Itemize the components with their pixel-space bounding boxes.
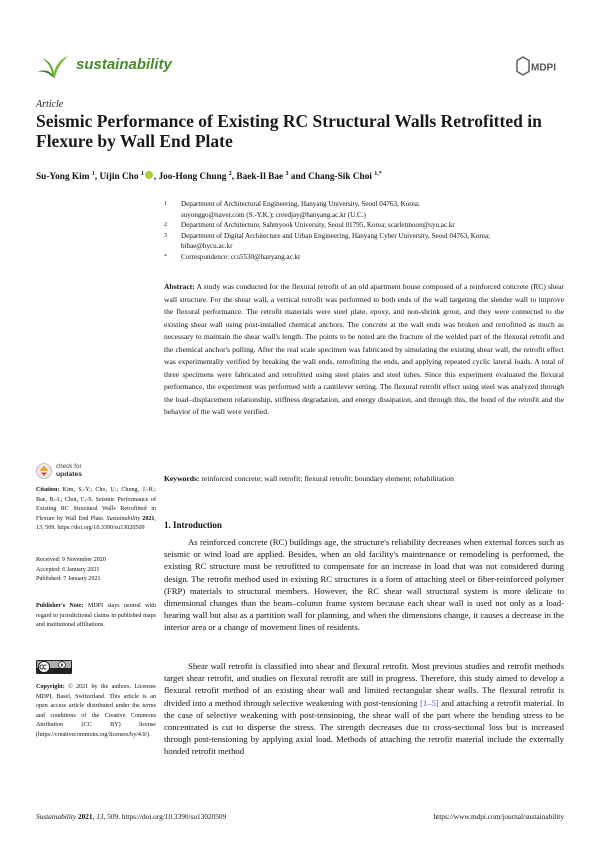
affiliation-mark: 3 [164,232,167,239]
author-separator: , [153,172,159,183]
citation-link[interactable]: [1–5] [419,697,439,708]
accepted-date: Accepted: 6 January 2021 [36,566,100,573]
paragraph-text: and attaching a retrofit material. In the case of selective weakening with post-tensioning, the shear wall of the part where the bending stress to be concentrated is cut to disperse the stress. The strength decreases due to cross-sectional loss but is increased through post-tensioning by applying axial load. Methods of attaching the retrofit material include the externally bonded retrofit method [164,697,564,757]
author-separator: , [231,172,237,183]
citation-text: Kim, S.-Y.; Cho, U.; Chung, J.-H.; Bae, B.-I.; Choi, C.-S. Seismic Performance of Existing RC Structural Walls Retrofitted in Flexure by Wall End Plate. [36,487,156,522]
publisher-name: MDPI [531,62,556,74]
publication-dates [36,556,156,585]
publisher-note-text: MDPI stays neutral with regard to jurisdictional claims in published maps and institutional affiliations. [36,603,157,629]
author-name[interactable]: Chang-Sik Choi [308,172,372,183]
article-type: Article [36,99,64,110]
author-separator: and [288,172,309,183]
citation-journal: Sustainability [106,515,141,522]
footer-volume: 13 [96,812,104,821]
check-updates-icon [36,462,52,480]
check-for-updates-button[interactable] [36,462,116,482]
citation-block: Citation: Kim, S.-Y.; Cho, U.; Chung, J.-H.; Bae, B.-I.; Choi, C.-S. Seismic Performance of Existing RC Structural Walls Retrofitted in Flexure by Wall End Plate. Sustainability 2021, 13, 509. https://doi.org/10.3390/su13020509 [36,487,156,532]
abstract-text: A study was conducted for the flexural retrofit of an old apartment house composed of a reinforced concrete (RC) shear wall structure. For the shear wall, a vertical retrofit was performed to both ends of the wall targeting the slender wall to improve the flexural performance. The retrofit materials were steel plate, epoxy, and non-shrink grout, and they were connected to the existing shear wall using post-installed chemical anchors. The concrete at the wall ends was broken and retrofitted as much as necessary to maintain the shear wall's length. The points to be noted are the fracture of the welded part of the flexural retrofit and the chemical anchor's pulling. After the real scale specimen was fabricated by simulating the existing shear wall, the retrofit effect was experimentally verified by breaking the wall ends, retrofitting the ends, and applying repeated cyclic lateral loads. A total of three specimens were fabricated and retrofitted using steel plates and steel tubes. Since this experiment evaluated the flexural performance, the experiment was performed with a cantilever setting. The flexural retrofit effect using steel was analyzed through the load–displacement relationship, stiffness degradation, and energy dissipation, and through this, the bond of the retrofit and the behavior of the wall were verified. [164,282,564,416]
publisher-note-label: Publisher's Note: [36,603,84,609]
citation-year: 2021 [142,515,155,522]
received-date: Received: 9 November 2020 [36,557,106,563]
orcid-icon[interactable] [145,171,153,179]
author-name[interactable]: Su-Yong Kim [36,172,90,183]
author-separator: , [94,172,100,183]
check-updates-line: check for [56,463,82,470]
article-title: Seismic Performance of Existing RC Structural Walls Retrofitted in Flexure by Wall End Plate [36,111,542,151]
citation-doi-link[interactable]: , 509. https://doi.org/10.3390/su13020509 [42,525,145,532]
affiliation-mark: 2 [164,222,167,228]
affiliation-line: Correspondence: ccs5530@hanyang.ac.kr [181,252,301,261]
check-updates-text [56,463,82,478]
affiliations [164,199,564,262]
author-affil-mark: 1 [140,171,144,177]
affiliation-line: Department of Digital Architecture and Urban Engineering, Hanyang Cyber University, Seoul 04763, Korea; [181,231,491,240]
affiliation-mark: * [164,253,167,260]
body-paragraph: As reinforced concrete (RC) buildings age, the structure's reliability decreases when external forces such as seismic or wind load are applied. Besides, when an old facility's maintenance or remodeling is performed, the existing RC structure must be retrofitted to compensate for an increase in load that was not considered during design. The retrofit method used in existing RC structures is a form of attaching steel or fiber-reinforced polymer (FRP) materials to structural members. However, the RC shear wall structural system is more delicate to dimensional changes than the beam–column frame system because each shear wall is used not only as a load-bearing wall but also as a partition wall for planning, and when the dimensions change, it causes a decrease in the interior area or a change of movement lines of residents. [164,537,564,633]
abstract [164,281,564,419]
footer-doi-link[interactable]: , 509. https://doi.org/10.3390/su13020509 [103,812,227,821]
footer-citation: Sustainability 2021, 13, 509. https://doi.org/10.3390/su13020509 [36,812,227,821]
publisher-note [36,602,156,631]
journal-logo-icon [36,52,70,80]
affiliation-mark: 1 [164,201,167,207]
publisher-logo-icon [515,56,559,76]
author-affil-mark: 3 [285,171,289,177]
citation-volume: 13 [36,525,43,532]
author-affil-mark: 2 [228,171,232,177]
author-name[interactable]: Uijin Cho [99,172,139,183]
abstract-label: Abstract: [164,282,195,291]
affiliation-line: Department of Architectural Engineering, Hanyang University, Seoul 04763, Korea; [181,200,420,208]
paragraph-text: Shear wall retrofit is classified into shear and flexural retrofit. Most previous studies and retrofit methods target shear retrofit, and studies on flexural retrofit are still in progress. Therefore, this study aimed to develop a flexural retrofit method of an existing shear wall and limited rectangular shear walls. The flexural retrofit is divided into a method through selective weakening with post-tensioning [164,661,564,708]
keywords-text: reinforced concrete; wall retrofit; flexural retrofit; boundary element; rehabilitation [201,474,454,483]
published-date: Published: 7 January 2021 [36,576,101,583]
affiliation-item [164,231,564,252]
affiliation-line: bibae@hycu.ac.kr [181,242,233,250]
footer-journal-url[interactable]: https://www.mdpi.com/journal/sustainability [433,812,564,821]
body-paragraph [164,660,564,758]
citation-label: Citation: [36,487,60,493]
keywords [164,473,564,485]
check-updates-line: updates [56,470,83,478]
author-affil-mark: 1,* [374,171,382,177]
affiliation-item [164,252,564,263]
affiliation-item [164,199,564,220]
affiliation-line: suyonggo@naver.com (S.-Y.K.); creedjay@hanyang.ac.kr (U.C.) [181,210,366,219]
cc-by-license-icon[interactable] [36,660,72,674]
author-name[interactable]: Baek-Il Bae [236,172,284,183]
footer-journal: Sustainability [36,812,77,821]
author-affil-mark: 1 [91,171,95,177]
author-list [36,168,566,183]
copyright-notice [36,683,156,741]
keywords-label: Keywords: [164,474,200,483]
footer-year: 2021 [77,812,93,821]
section-heading: 1. Introduction [164,520,222,530]
journal-name: sustainability [76,56,172,73]
author-name[interactable]: Joo-Hong Chung [158,172,227,183]
affiliation-item [164,220,564,231]
copyright-label: Copyright: [36,684,65,690]
copyright-text: © 2021 by the authors. Licensee MDPI, Basel, Switzerland. This article is an open access article distributed under the terms and conditions of the Creative Commons Attribution (CC BY) license (https://creativecommons.org/licenses/by/4.0/). [36,684,156,738]
affiliation-line: Department of Architecture, Sahmyook University, Seoul 01795, Korea; scarletmoon@syu.ac.kr [181,221,455,229]
